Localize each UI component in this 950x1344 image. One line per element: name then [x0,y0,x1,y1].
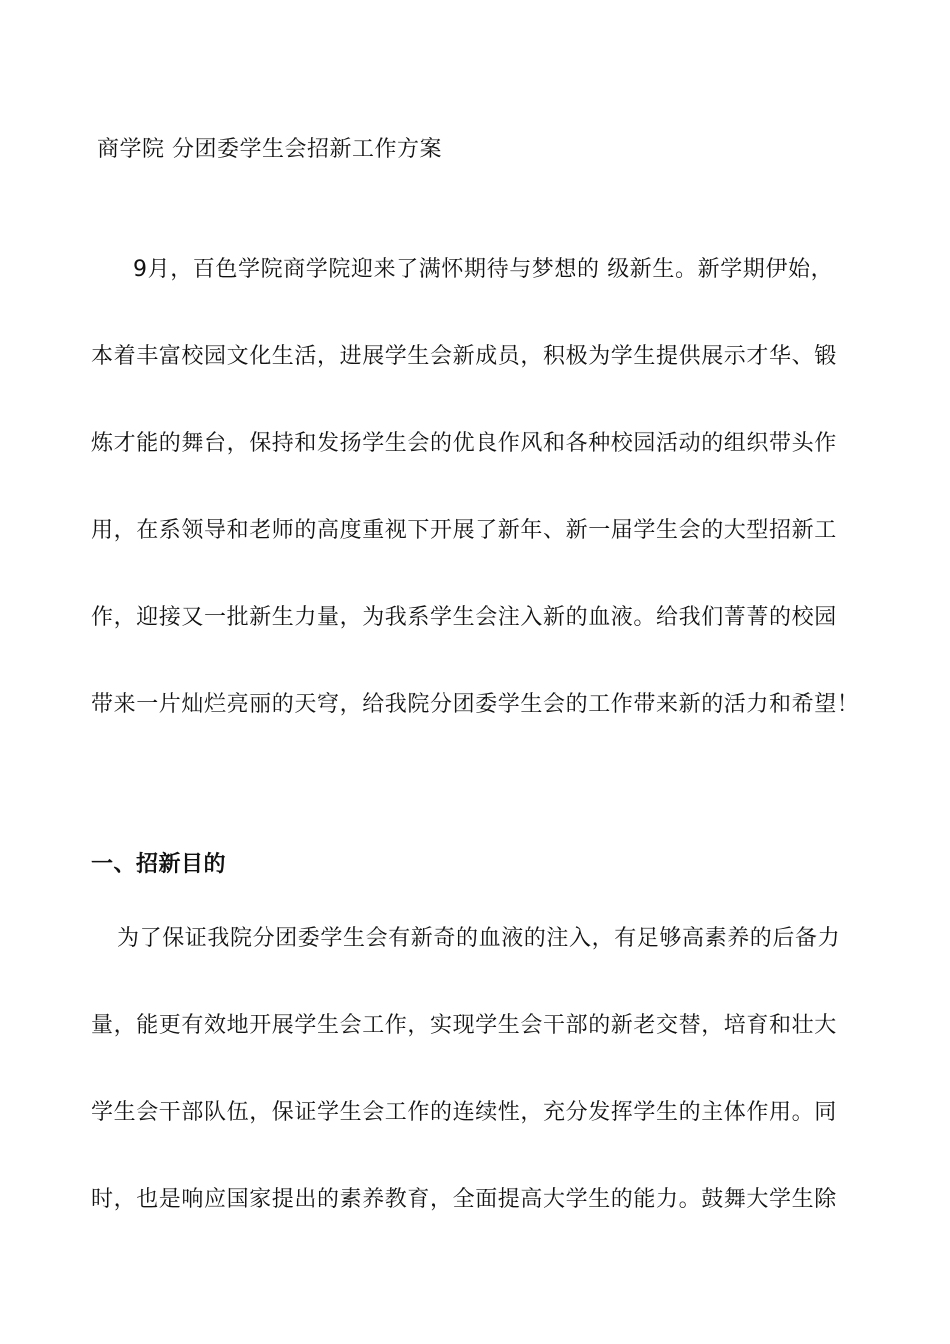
intro-line: 用，在系领导和老师的高度重视下开展了新年、新一届学生会的大型招新工 [91,518,837,543]
section-line: 量，能更有效地开展学生会工作，实现学生会干部的新老交替，培育和壮大 [91,1013,837,1038]
section-line: 为了保证我院分团委学生会有新奇的血液的注入，有足够高素养的后备力 [117,926,841,951]
intro-line: 本着丰富校园文化生活，进展学生会新成员，积极为学生提供展示才华、锻 [91,344,837,369]
section-heading: 一、招新目的 [91,852,227,877]
intro-line: 带来一片灿烂亮丽的天穹，给我院分团委学生会的工作带来新的活力和希望！ [91,692,860,717]
section-line: 学生会干部队伍，保证学生会工作的连续性，充分发挥学生的主体作用。同 [91,1100,837,1125]
intro-line: 作，迎接又一批新生力量，为我系学生会注入新的血液。给我们菁菁的校园 [91,605,837,630]
document-title: 商学院 分团委学生会招新工作方案 [97,137,442,162]
section-line: 时，也是响应国家提出的素养教育，全面提高大学生的能力。鼓舞大学生除 [91,1187,837,1212]
intro-line: 9月，百色学院商学院迎来了满怀期待与梦想的 级新生。新学期伊始， [133,257,834,282]
intro-line: 炼才能的舞台，保持和发扬学生会的优良作风和各种校园活动的组织带头作 [91,431,837,456]
